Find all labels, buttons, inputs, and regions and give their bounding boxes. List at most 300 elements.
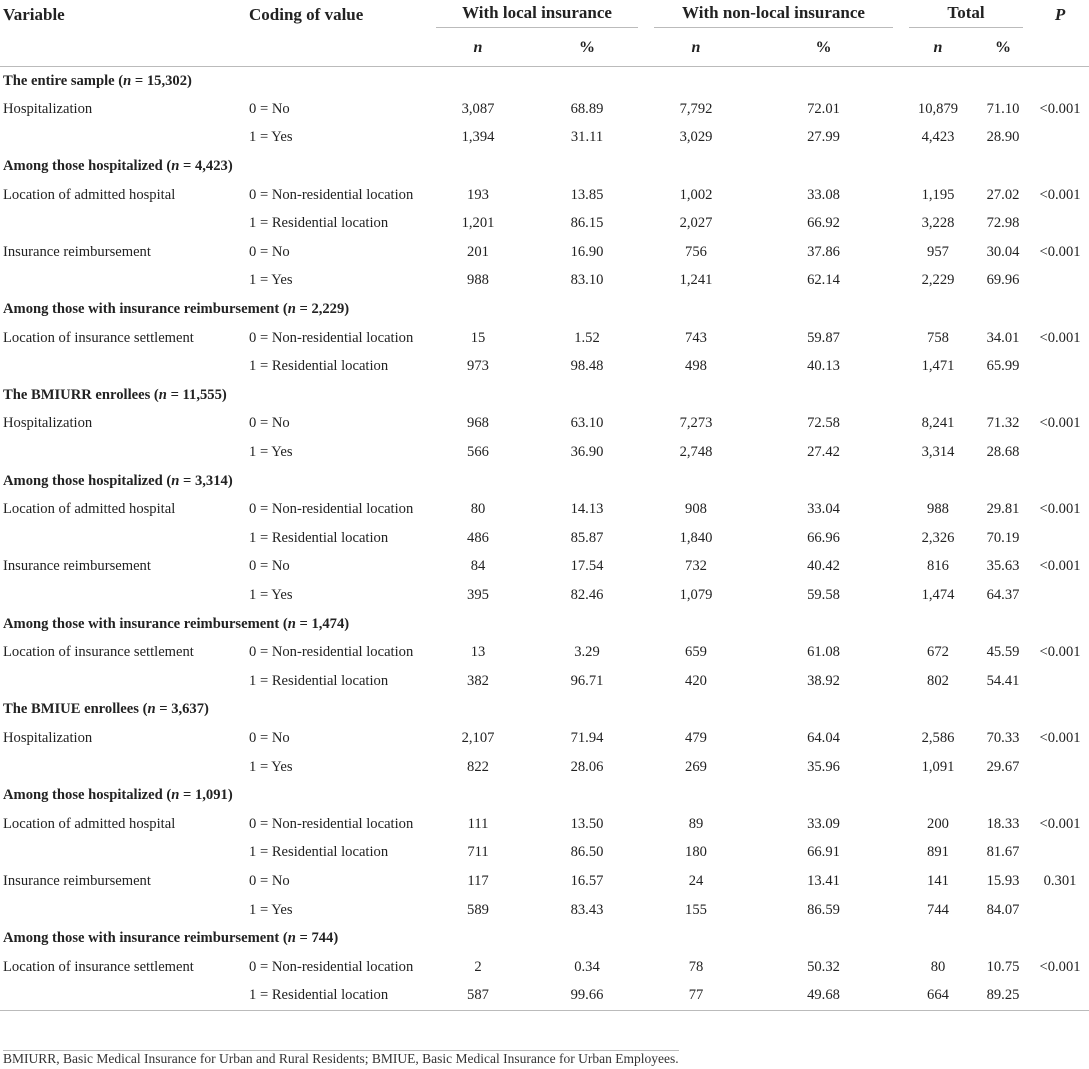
cell-p-value — [1031, 209, 1089, 238]
cell-nonlocal-n: 756 — [685, 243, 707, 260]
section-heading-prefix: The BMIUE enrollees ( — [3, 701, 148, 718]
cell-local-n: 111 — [467, 815, 489, 832]
cell-coding: 1 = Yes — [249, 444, 293, 461]
cell-local-pct: 17.54 — [570, 558, 604, 575]
cell-nonlocal-pct: 59.87 — [807, 329, 840, 346]
cell-p-value: <0.001 — [1039, 815, 1081, 832]
cell-nonlocal-n: 732 — [685, 558, 707, 575]
table-row — [0, 209, 1089, 238]
table-header — [0, 0, 1089, 67]
section-heading-suffix: = 2,229) — [295, 301, 350, 318]
cell-variable: Location of insurance settlement — [3, 958, 194, 975]
section-heading-row — [0, 152, 1089, 181]
cell-local-n: 193 — [467, 186, 489, 203]
table-row — [0, 724, 1089, 753]
section-heading-suffix: = 3,637) — [155, 701, 209, 718]
cell-coding: 0 = Non-residential location — [249, 815, 414, 832]
table-row — [0, 896, 1089, 925]
cell-coding: 1 = Residential location — [249, 672, 389, 689]
cell-p-value — [1031, 124, 1089, 153]
cell-nonlocal-pct: 27.99 — [807, 129, 840, 146]
cell-total-pct: 71.10 — [986, 100, 1020, 117]
cell-variable: Location of admitted hospital — [3, 501, 176, 518]
cell-local-pct: 31.11 — [570, 129, 604, 146]
cell-total-pct: 35.63 — [986, 558, 1020, 575]
section-heading-prefix: Among those with insurance reimbursement ( — [3, 301, 288, 318]
cell-local-pct: 96.71 — [570, 672, 604, 689]
table-row — [0, 581, 1089, 610]
section-heading-suffix: = 1,091) — [179, 787, 233, 804]
cell-local-n: 589 — [467, 901, 489, 918]
header-p: P — [1054, 5, 1066, 24]
cell-nonlocal-n: 659 — [685, 644, 707, 661]
header-local-pct: % — [579, 39, 595, 56]
cell-p-value — [1031, 839, 1089, 868]
cell-total-pct: 28.68 — [986, 444, 1020, 461]
table-row — [0, 524, 1089, 553]
cell-total-n: 2,229 — [921, 272, 955, 289]
cell-variable — [0, 209, 243, 238]
section-heading-row — [0, 381, 1089, 410]
table-row — [0, 667, 1089, 696]
cell-total-pct: 30.04 — [986, 243, 1020, 260]
section-heading-prefix: The entire sample ( — [3, 72, 124, 89]
cell-total-pct: 70.19 — [986, 529, 1020, 546]
section-heading-n: n — [158, 386, 167, 403]
cell-local-n: 822 — [467, 758, 489, 775]
cell-p-value: <0.001 — [1039, 958, 1081, 975]
cell-nonlocal-pct: 33.09 — [807, 815, 840, 832]
cell-total-n: 1,091 — [921, 758, 955, 775]
cell-local-pct: 82.46 — [570, 586, 604, 603]
cell-variable: Location of admitted hospital — [3, 186, 176, 203]
cell-total-n: 816 — [927, 558, 949, 575]
header-total: Total — [909, 3, 1023, 28]
cell-coding: 1 = Residential location — [249, 529, 389, 546]
cell-total-pct: 89.25 — [986, 987, 1020, 1004]
cell-nonlocal-pct: 38.92 — [807, 672, 840, 689]
cell-total-n: 1,474 — [921, 586, 955, 603]
cell-local-n: 968 — [467, 415, 489, 432]
cell-total-n: 2,586 — [921, 729, 955, 746]
section-heading-suffix: = 11,555) — [166, 386, 227, 403]
table-row — [0, 495, 1089, 524]
cell-coding: 1 = Yes — [249, 272, 293, 289]
cell-local-n: 15 — [470, 329, 486, 346]
section-heading-row — [0, 467, 1089, 496]
cell-local-pct: 68.89 — [570, 100, 604, 117]
section-heading-row — [0, 295, 1089, 324]
cell-coding: 0 = Non-residential location — [249, 644, 414, 661]
table-row — [0, 753, 1089, 782]
cell-total-pct: 81.67 — [986, 844, 1020, 861]
cell-local-pct: 16.57 — [570, 872, 604, 889]
cell-variable: Location of admitted hospital — [3, 815, 176, 832]
cell-nonlocal-pct: 40.42 — [807, 558, 840, 575]
table-row — [0, 982, 1089, 1011]
cell-nonlocal-n: 24 — [688, 872, 704, 889]
cell-local-pct: 36.90 — [570, 444, 604, 461]
cell-nonlocal-pct: 72.01 — [807, 100, 840, 117]
section-heading-n: n — [147, 701, 156, 718]
table-row — [0, 953, 1089, 982]
cell-local-pct: 14.13 — [570, 501, 604, 518]
cell-total-n: 200 — [927, 815, 949, 832]
cell-total-n: 4,423 — [921, 129, 955, 146]
section-heading — [0, 696, 1089, 725]
cell-nonlocal-pct: 66.91 — [807, 844, 840, 861]
cell-nonlocal-n: 78 — [688, 958, 704, 975]
cell-coding: 1 = Residential location — [249, 844, 389, 861]
cell-variable: Insurance reimbursement — [3, 872, 151, 889]
cell-nonlocal-n: 2,027 — [679, 215, 713, 232]
cell-nonlocal-pct: 72.58 — [807, 415, 840, 432]
cell-total-n: 1,195 — [921, 186, 955, 203]
section-heading — [0, 67, 1089, 96]
cell-total-n: 988 — [927, 501, 949, 518]
cell-total-n: 744 — [927, 901, 949, 918]
cell-coding: 1 = Yes — [249, 586, 293, 603]
cell-local-n: 1,394 — [461, 129, 495, 146]
cell-total-pct: 65.99 — [986, 358, 1020, 375]
cell-coding: 0 = No — [249, 100, 290, 117]
section-heading — [0, 610, 1089, 639]
cell-nonlocal-n: 7,792 — [679, 100, 713, 117]
cell-nonlocal-n: 77 — [688, 987, 704, 1004]
cell-nonlocal-pct: 35.96 — [807, 758, 840, 775]
cell-total-pct: 54.41 — [986, 672, 1020, 689]
cell-coding: 0 = No — [249, 872, 290, 889]
table-row — [0, 181, 1089, 210]
cell-local-n: 84 — [470, 558, 486, 575]
header-total-pct: % — [995, 39, 1011, 56]
section-heading-suffix: = 1,474) — [295, 615, 350, 632]
cell-p-value — [1031, 896, 1089, 925]
cell-nonlocal-n: 2,748 — [679, 444, 713, 461]
cell-local-pct: 98.48 — [570, 358, 604, 375]
cell-nonlocal-pct: 61.08 — [807, 644, 840, 661]
cell-total-pct: 72.98 — [986, 215, 1020, 232]
cell-local-pct: 3.29 — [574, 644, 600, 661]
cell-total-n: 2,326 — [921, 529, 955, 546]
cell-local-pct: 13.50 — [570, 815, 604, 832]
section-heading-n: n — [171, 787, 180, 804]
header-local-group — [428, 0, 646, 30]
section-heading-n: n — [287, 615, 296, 632]
cell-variable — [0, 982, 243, 1011]
cell-nonlocal-pct: 62.14 — [807, 272, 840, 289]
cell-total-n: 957 — [927, 243, 949, 260]
cell-nonlocal-pct: 33.04 — [807, 501, 840, 518]
section-heading-prefix: The BMIURR enrollees ( — [3, 386, 159, 403]
cell-nonlocal-n: 1,241 — [679, 272, 713, 289]
cell-local-pct: 63.10 — [570, 415, 604, 432]
cell-local-pct: 1.52 — [574, 329, 600, 346]
section-heading-n: n — [287, 930, 296, 947]
section-heading — [0, 295, 1089, 324]
section-heading-prefix: Among those hospitalized ( — [3, 787, 172, 804]
cell-local-n: 711 — [467, 844, 489, 861]
table-row — [0, 352, 1089, 381]
cell-coding: 1 = Yes — [249, 129, 293, 146]
section-heading-suffix: = 3,314) — [179, 472, 233, 489]
cell-local-n: 3,087 — [461, 100, 495, 117]
cell-total-pct: 29.67 — [986, 758, 1020, 775]
section-heading — [0, 152, 1089, 181]
cell-variable — [0, 896, 243, 925]
cell-coding: 0 = No — [249, 729, 290, 746]
section-heading-prefix: Among those with insurance reimbursement ( — [3, 930, 288, 947]
cell-local-pct: 99.66 — [570, 987, 604, 1004]
table-row — [0, 839, 1089, 868]
cell-total-n: 891 — [927, 844, 949, 861]
cell-total-n: 758 — [927, 329, 949, 346]
cell-nonlocal-n: 1,079 — [679, 586, 713, 603]
cell-variable — [0, 581, 243, 610]
section-heading-row — [0, 610, 1089, 639]
cell-nonlocal-pct: 27.42 — [807, 444, 840, 461]
cell-total-pct: 69.96 — [986, 272, 1020, 289]
cell-p-value: <0.001 — [1039, 558, 1081, 575]
cell-total-n: 3,314 — [921, 444, 955, 461]
table-row — [0, 238, 1089, 267]
cell-local-pct: 0.34 — [574, 958, 600, 975]
cell-nonlocal-n: 1,840 — [679, 529, 713, 546]
cell-variable — [0, 667, 243, 696]
cell-coding: 0 = Non-residential location — [249, 958, 414, 975]
header-local-n: n — [473, 39, 483, 56]
section-heading-n: n — [123, 72, 132, 89]
cell-p-value — [1031, 581, 1089, 610]
cell-nonlocal-pct: 50.32 — [807, 958, 840, 975]
cell-nonlocal-n: 1,002 — [679, 186, 713, 203]
table-row — [0, 810, 1089, 839]
header-nonlocal-group — [646, 0, 901, 30]
cell-total-n: 8,241 — [921, 415, 955, 432]
cell-local-pct: 86.50 — [570, 844, 604, 861]
table-row — [0, 638, 1089, 667]
cell-nonlocal-n: 479 — [685, 729, 707, 746]
cell-nonlocal-pct: 66.96 — [807, 529, 840, 546]
header-coding: Coding of value — [249, 5, 364, 24]
cell-variable: Insurance reimbursement — [3, 558, 151, 575]
cell-coding: 0 = No — [249, 243, 290, 260]
cell-local-pct: 13.85 — [570, 186, 604, 203]
section-heading — [0, 381, 1089, 410]
section-heading — [0, 781, 1089, 810]
cell-nonlocal-n: 498 — [685, 358, 707, 375]
cell-variable — [0, 438, 243, 467]
cell-variable — [0, 839, 243, 868]
cell-coding: 0 = No — [249, 415, 290, 432]
cell-nonlocal-n: 180 — [685, 844, 707, 861]
cell-nonlocal-n: 269 — [685, 758, 707, 775]
cell-coding: 1 = Residential location — [249, 215, 389, 232]
cell-coding: 0 = Non-residential location — [249, 501, 414, 518]
cell-total-n: 80 — [930, 958, 946, 975]
cell-total-n: 1,471 — [921, 358, 955, 375]
table-row — [0, 867, 1089, 896]
cell-variable: Location of insurance settlement — [3, 329, 194, 346]
table-body — [0, 67, 1089, 1011]
cell-p-value — [1031, 267, 1089, 296]
cell-nonlocal-n: 908 — [685, 501, 707, 518]
cell-total-n: 664 — [927, 987, 949, 1004]
cell-coding: 0 = Non-residential location — [249, 186, 414, 203]
section-heading-suffix: = 15,302) — [131, 72, 192, 89]
cell-total-pct: 15.93 — [986, 872, 1020, 889]
cell-local-pct: 71.94 — [570, 729, 604, 746]
cell-total-pct: 29.81 — [986, 501, 1020, 518]
table-row — [0, 95, 1089, 124]
cell-variable: Hospitalization — [3, 100, 93, 117]
cell-total-pct: 28.90 — [986, 129, 1020, 146]
header-variable: Variable — [3, 5, 65, 24]
cell-coding: 0 = No — [249, 558, 290, 575]
header-nonlocal-n: n — [691, 39, 701, 56]
cell-variable — [0, 524, 243, 553]
cell-local-n: 13 — [470, 644, 486, 661]
cell-nonlocal-pct: 13.41 — [807, 872, 840, 889]
cell-variable: Insurance reimbursement — [3, 243, 151, 260]
cell-local-n: 2,107 — [461, 729, 495, 746]
header-nonlocal: With non-local insurance — [654, 3, 893, 28]
cell-total-n: 141 — [927, 872, 949, 889]
cell-coding: 1 = Residential location — [249, 987, 389, 1004]
cell-total-pct: 34.01 — [986, 329, 1020, 346]
section-heading — [0, 467, 1089, 496]
header-blank — [0, 30, 243, 67]
cell-nonlocal-n: 7,273 — [679, 415, 713, 432]
cell-total-pct: 70.33 — [986, 729, 1020, 746]
cell-variable: Hospitalization — [3, 729, 93, 746]
cell-total-pct: 18.33 — [986, 815, 1020, 832]
table-row — [0, 410, 1089, 439]
header-total-group — [901, 0, 1031, 30]
header-local: With local insurance — [436, 3, 638, 28]
cell-total-n: 10,879 — [917, 100, 959, 117]
table-row — [0, 438, 1089, 467]
cell-p-value: <0.001 — [1039, 415, 1081, 432]
cell-nonlocal-pct: 86.59 — [807, 901, 840, 918]
cell-p-value: 0.301 — [1043, 872, 1077, 889]
cell-local-n: 973 — [467, 358, 489, 375]
table-row — [0, 124, 1089, 153]
cell-total-n: 672 — [927, 644, 949, 661]
table-row — [0, 553, 1089, 582]
cell-local-n: 988 — [467, 272, 489, 289]
header-total-n: n — [933, 39, 943, 56]
section-heading-prefix: Among those hospitalized ( — [3, 472, 172, 489]
cell-variable — [0, 753, 243, 782]
cell-p-value: <0.001 — [1039, 100, 1081, 117]
cell-local-n: 2 — [474, 958, 482, 975]
section-heading — [0, 924, 1089, 953]
cell-local-n: 486 — [467, 529, 489, 546]
cell-total-pct: 45.59 — [986, 644, 1020, 661]
cell-p-value: <0.001 — [1039, 186, 1081, 203]
cell-nonlocal-n: 155 — [685, 901, 707, 918]
header-blank — [243, 30, 428, 67]
cell-total-pct: 64.37 — [986, 586, 1020, 603]
cell-local-n: 201 — [467, 243, 489, 260]
cell-variable — [0, 352, 243, 381]
section-heading-row — [0, 696, 1089, 725]
cell-nonlocal-pct: 49.68 — [807, 987, 840, 1004]
cell-local-pct: 83.43 — [570, 901, 604, 918]
cell-coding: 1 = Yes — [249, 758, 293, 775]
table-row — [0, 324, 1089, 353]
cell-coding: 0 = Non-residential location — [249, 329, 414, 346]
cell-local-n: 80 — [470, 501, 486, 518]
cell-nonlocal-pct: 59.58 — [807, 586, 840, 603]
section-heading-row — [0, 924, 1089, 953]
table-footnote: BMIURR, Basic Medical Insurance for Urban and Rural Residents; BMIUE, Basic Medical Insurance for Urban Employees. — [3, 1051, 679, 1066]
section-heading-prefix: Among those hospitalized ( — [3, 158, 172, 175]
cell-local-pct: 83.10 — [570, 272, 604, 289]
cell-nonlocal-n: 3,029 — [679, 129, 713, 146]
cell-local-n: 566 — [467, 444, 489, 461]
cell-local-n: 1,201 — [461, 215, 495, 232]
cell-nonlocal-pct: 66.92 — [807, 215, 840, 232]
cell-total-pct: 27.02 — [986, 186, 1020, 203]
cell-variable: Hospitalization — [3, 415, 93, 432]
cell-local-pct: 86.15 — [570, 215, 604, 232]
cell-local-n: 382 — [467, 672, 489, 689]
cell-p-value: <0.001 — [1039, 329, 1081, 346]
cell-total-pct: 71.32 — [986, 415, 1020, 432]
cell-local-pct: 16.90 — [570, 243, 604, 260]
cell-local-pct: 28.06 — [570, 758, 604, 775]
cell-nonlocal-pct: 64.04 — [807, 729, 840, 746]
table-row — [0, 267, 1089, 296]
cell-coding: 1 = Yes — [249, 901, 293, 918]
section-heading-n: n — [171, 472, 180, 489]
cell-p-value — [1031, 438, 1089, 467]
cell-coding: 1 = Residential location — [249, 358, 389, 375]
section-heading-suffix: = 744) — [295, 930, 339, 947]
header-nonlocal-pct: % — [815, 39, 832, 56]
cell-total-n: 802 — [927, 672, 949, 689]
cell-local-n: 587 — [467, 987, 489, 1004]
cell-local-n: 395 — [467, 586, 489, 603]
section-heading-row — [0, 67, 1089, 96]
cell-variable — [0, 267, 243, 296]
cell-nonlocal-n: 420 — [685, 672, 707, 689]
cell-nonlocal-pct: 40.13 — [807, 358, 840, 375]
cell-p-value: <0.001 — [1039, 501, 1081, 518]
cell-p-value: <0.001 — [1039, 243, 1081, 260]
section-heading-n: n — [171, 158, 180, 175]
cell-local-n: 117 — [467, 872, 489, 889]
cell-p-value — [1031, 753, 1089, 782]
cell-p-value — [1031, 667, 1089, 696]
cell-p-value — [1031, 982, 1089, 1011]
cell-nonlocal-pct: 37.86 — [807, 243, 840, 260]
cell-p-value — [1031, 524, 1089, 553]
cell-nonlocal-n: 743 — [685, 329, 707, 346]
cell-variable: Location of insurance settlement — [3, 644, 194, 661]
cell-total-pct: 84.07 — [986, 901, 1020, 918]
cell-p-value: <0.001 — [1039, 729, 1081, 746]
section-heading-suffix: = 4,423) — [179, 158, 233, 175]
cell-p-value: <0.001 — [1039, 644, 1081, 661]
section-heading-prefix: Among those with insurance reimbursement ( — [3, 615, 288, 632]
cell-local-pct: 85.87 — [570, 529, 604, 546]
cell-nonlocal-pct: 33.08 — [807, 186, 840, 203]
cell-p-value — [1031, 352, 1089, 381]
section-heading-row — [0, 781, 1089, 810]
